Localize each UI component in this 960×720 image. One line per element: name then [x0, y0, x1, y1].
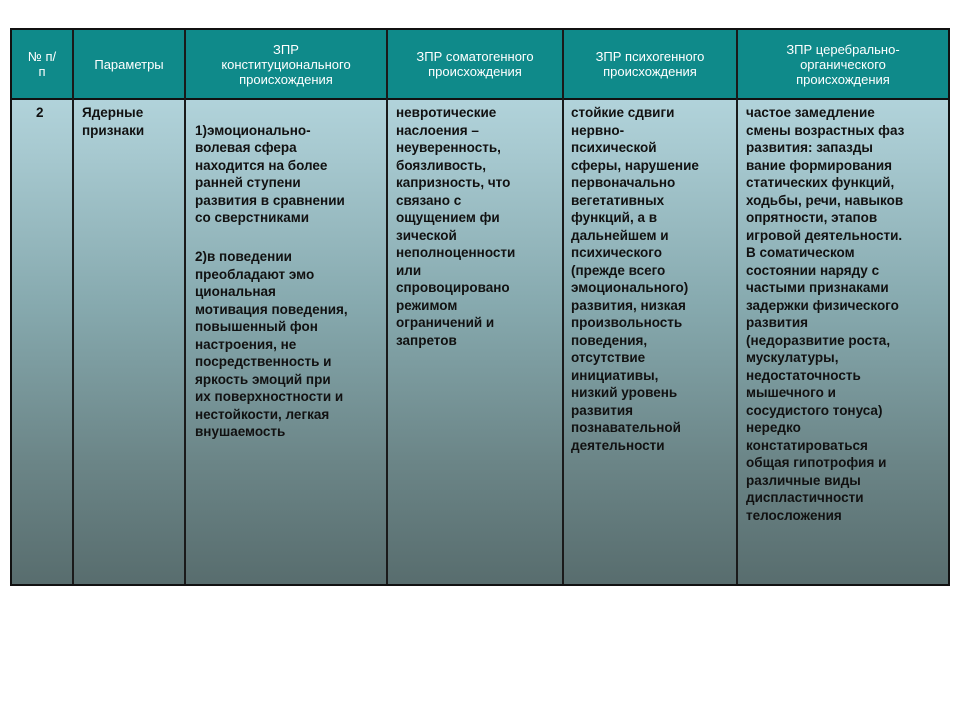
- column-divider: [184, 30, 186, 584]
- table-header-row: [12, 30, 948, 100]
- cell-constitutional: [195, 104, 385, 462]
- header-cerebral-text: ЗПР церебрально- органического происхождения: [786, 41, 900, 87]
- header-params: [74, 30, 184, 98]
- header-psychogenic: [564, 30, 736, 98]
- row-param: Ядерные признаки: [82, 105, 145, 138]
- cell-somatogenic: невротические наслоения – неуверенность, боязливость, капризность, что связано с ощущением фи зической неполноценности или спровоцировано режимом ограничений и запретов: [396, 105, 516, 348]
- header-cerebral: [738, 30, 948, 98]
- constitutional-point-1: 1)эмоционально- волевая сфера находится на более ранней ступени развития в сравнении со сверстниками: [195, 122, 345, 225]
- header-constitutional: [186, 30, 386, 98]
- column-divider: [736, 30, 738, 584]
- header-num-text: № п/ п: [27, 49, 57, 79]
- column-divider: [386, 30, 388, 584]
- column-divider: [562, 30, 564, 584]
- header-somatogenic-text: ЗПР соматогенного происхождения: [416, 49, 534, 79]
- header-constitutional-text: ЗПР конституционального происхождения: [221, 41, 351, 87]
- header-somatogenic: [388, 30, 562, 98]
- header-num: [12, 30, 72, 98]
- header-params-text: Параметры: [94, 56, 164, 72]
- cell-cerebral: частое замедление смены возрастных фаз развития: запазды вание формирования статических функций, ходьбы, речи, навыков опрятности, этапов игровой деятельности. В соматическом состоянии наряду с частыми признаками задержки физического развития (недоразвитие роста, мускулатуры, недостаточность мышечного и сосудистого тонуса) нередко констатироваться общая гипотрофия и различные виды диспластичности телосложения: [746, 105, 905, 523]
- column-divider: [72, 30, 74, 584]
- constitutional-point-2: 2)в поведении преобладают эмо циональная мотивация поведения, повышенный фон настроения, не посредственность и яркость эмоций при их поверхностности и нестойкости, легкая внушаемость: [195, 249, 348, 439]
- cell-psychogenic: стойкие сдвиги нервно- психической сферы, нарушение первоначально вегетативных функций, а в дальнейшем и психического (прежде всего эмоционального) развития, низкая произвольность поведения, отсутствие инициативы, низкий уровень развития познавательной деятельности: [571, 105, 699, 453]
- comparison-table: [10, 28, 950, 586]
- header-psychogenic-text: ЗПР психогенного происхождения: [595, 49, 705, 79]
- row-number: 2: [36, 105, 44, 120]
